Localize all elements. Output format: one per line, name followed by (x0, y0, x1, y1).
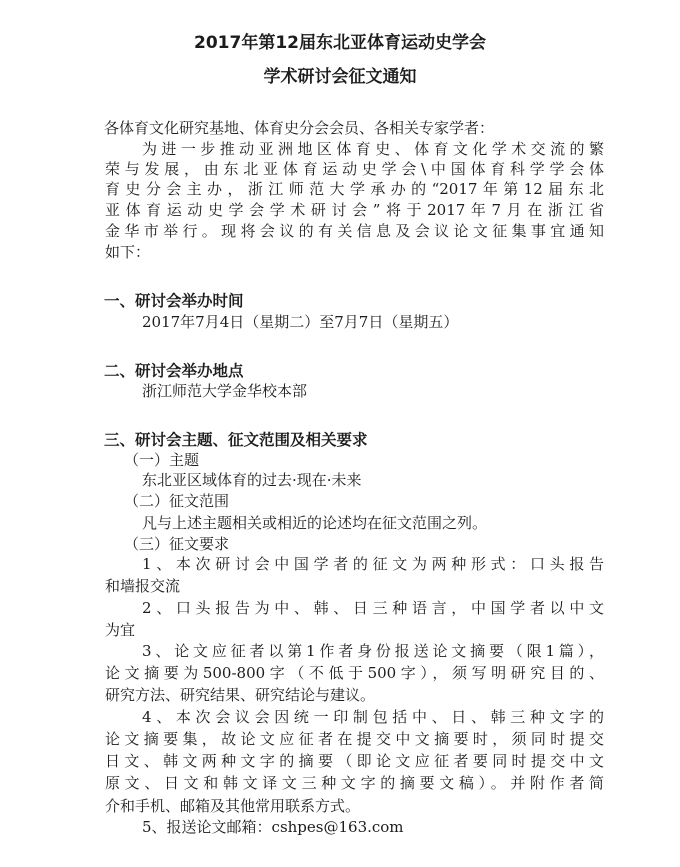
subsection-theme-body: 东北亚区域体育的过去·现在·未来 (142, 471, 362, 489)
intro-line: 育史分会主办，浙江师范大学承办的“2017年第12届东北 (105, 180, 604, 198)
requirement-line: 原文、日文和韩文译文三种文字的摘要文稿）。并附作者简 (105, 774, 604, 792)
requirement-line: 2、口头报告为中、韩、日三种语言，中国学者以中文 (142, 599, 604, 617)
requirement-line: 论文摘要集，故论文应征者在提交中文摘要时，须同时提交 (105, 730, 604, 748)
salutation: 各体育文化研究基地、体育史分会会员、各相关专家学者： (104, 119, 495, 137)
requirement-line: 为宜 (105, 621, 136, 639)
notice-title-line-2: 学术研讨会征文通知 (263, 67, 417, 87)
requirement-line: 研究方法、研究结果、研究结论与建议。 (105, 686, 376, 704)
intro-line: 为进一步推动亚洲地区体育史、体育文化学术交流的繁 (142, 140, 604, 158)
section-2-body: 浙江师范大学金华校本部 (142, 382, 308, 400)
requirement-line: 论文摘要为500-800字（不低于500字），须写明研究目的、 (105, 664, 604, 682)
subsection-theme-label: （一）主题 (124, 451, 200, 469)
intro-line: 如下： (105, 243, 151, 261)
requirement-line: 日文、韩文两种文字的摘要（即论文应征者要同时提交中文 (105, 752, 604, 770)
requirement-5-submission-email: 5、报送论文邮箱：cshpes@163.com (142, 818, 404, 836)
requirement-line: 1、本次研讨会中国学者的征文为两种形式：口头报告 (142, 555, 604, 573)
intro-line: 荣与发展，由东北亚体育运动史学会\中国体育科学学会体 (105, 160, 604, 178)
section-1-body: 2017年7月4日（星期二）至7月7日（星期五） (142, 313, 459, 331)
subsection-requirements-label: （三）征文要求 (124, 535, 230, 553)
section-1-heading: 一、研讨会举办时间 (104, 292, 244, 310)
subsection-scope-label: （二）征文范围 (124, 492, 230, 510)
requirement-line: 和墙报交流 (105, 577, 181, 595)
section-2-heading: 二、研讨会举办地点 (104, 362, 244, 380)
notice-title-line-1: 2017年第12届东北亚体育运动史学会 (194, 33, 486, 53)
requirement-line: 介和手机、邮箱及其他常用联系方式。 (105, 797, 361, 815)
requirement-line: 3、论文应征者以第1作者身份报送论文摘要（限1篇）， (142, 642, 604, 660)
intro-line: 金华市举行。现将会议的有关信息及会议论文征集事宜通知 (105, 222, 604, 240)
subsection-scope-body: 凡与上述主题相关或相近的论述均在征文范围之列。 (142, 514, 488, 532)
requirement-line: 4、本次会议会因统一印制包括中、日、韩三种文字的 (142, 708, 604, 726)
intro-line: 亚体育运动史学会学术研讨会”将于2017年7月在浙江省 (105, 201, 604, 219)
section-3-heading: 三、研讨会主题、征文范围及相关要求 (104, 431, 368, 449)
